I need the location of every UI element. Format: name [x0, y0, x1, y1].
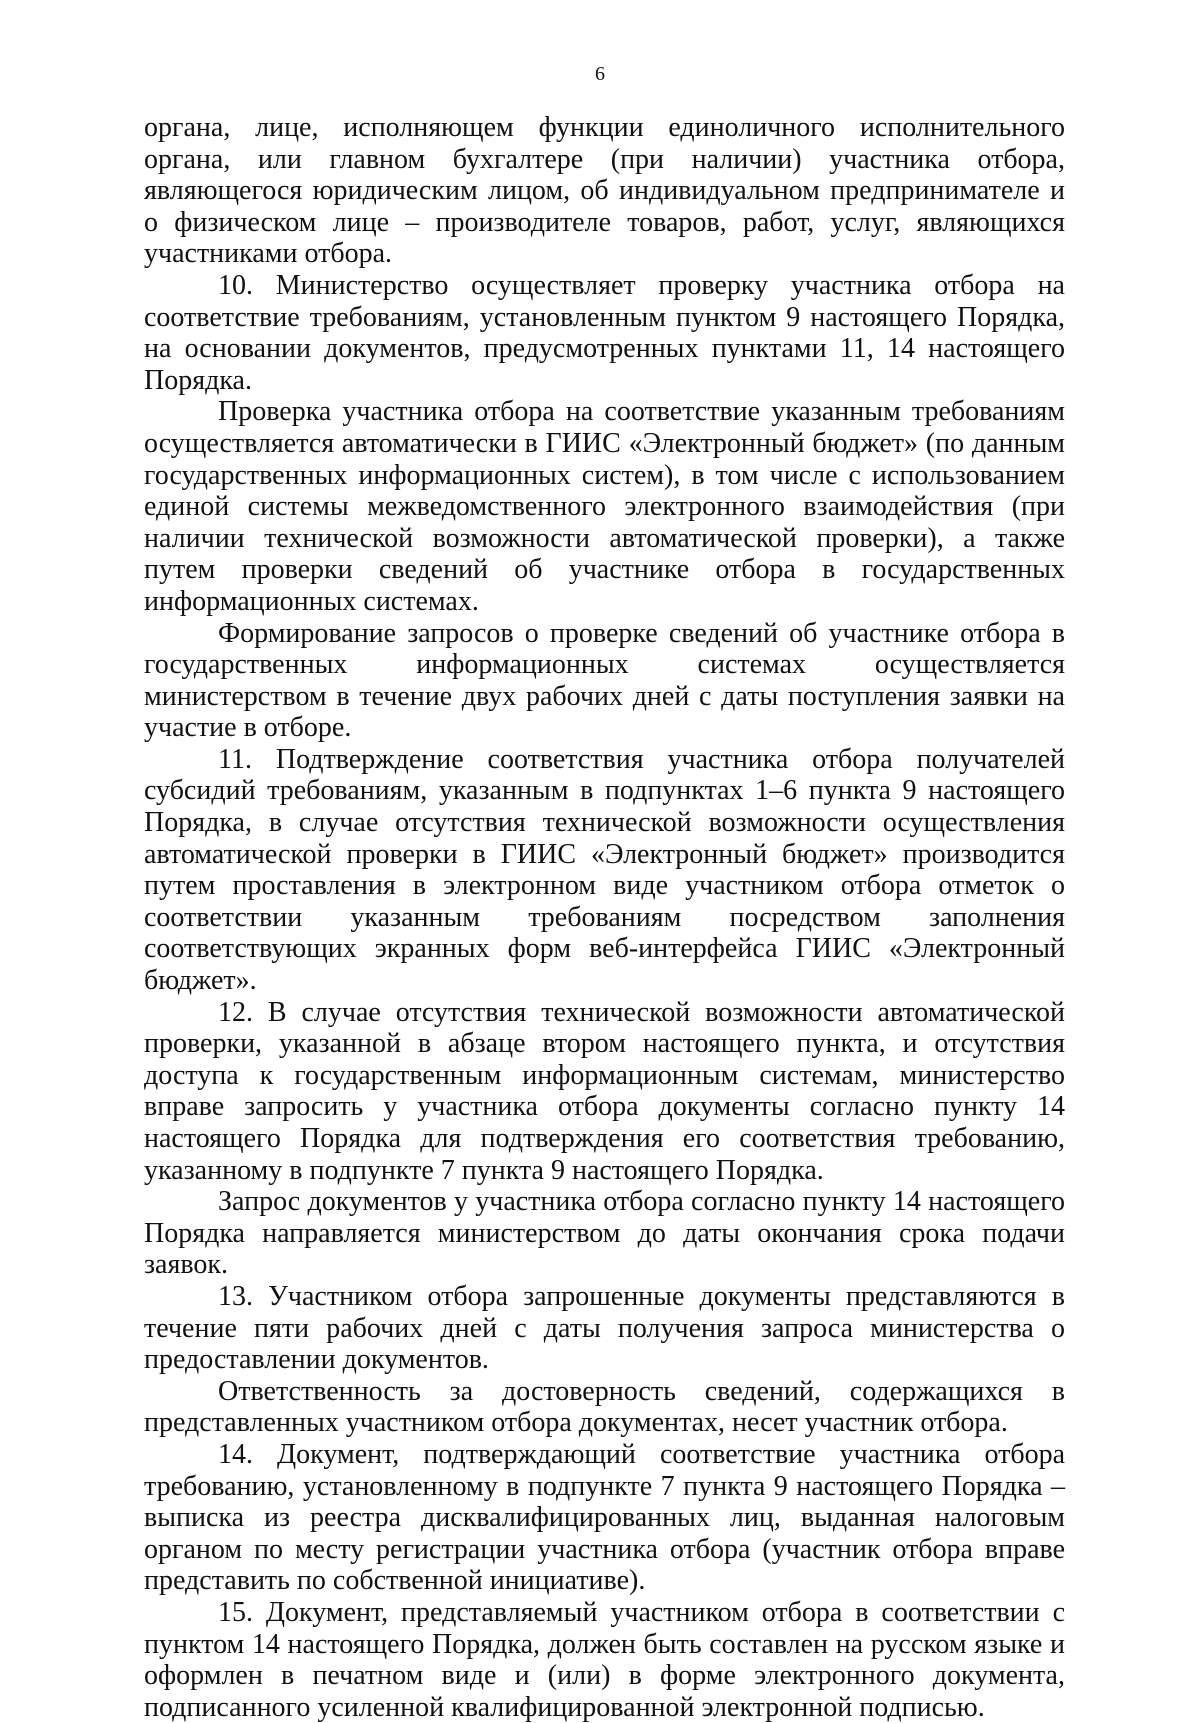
- paragraph: Формирование запросов о проверке сведений об участнике отбора в государственных информационных системах осуществляется министерством в течение двух рабочих дней с даты поступления заявки на участие в отборе.: [144, 617, 1065, 744]
- paragraph: Ответственность за достоверность сведений, содержащихся в представленных участником отбора документах, несет участник отбора.: [144, 1375, 1065, 1439]
- page-number: 6: [595, 63, 605, 85]
- paragraph: органа, лице, исполняющем функции единоличного исполнительного органа, или главном бухгалтере (при наличии) участника отбора, являющегося юридическим лицом, об индивидуальном предпринимателе и о физическом лице – производителе товаров, работ, услуг, являющихся участниками отбора.: [144, 112, 1065, 270]
- paragraph: 11. Подтверждение соответствия участника отбора получателей субсидий требованиям, указанным в подпунктах 1–6 пункта 9 настоящего Порядка, в случае отсутствия технической возможности осуществления автоматической проверки в ГИИС «Электронный бюджет» производится путем проставления в электронном виде участником отбора отметок о соответствии указанным требованиям посредством заполнения соответствующих экранных форм веб-интерфейса ГИИС «Электронный бюджет».: [144, 743, 1065, 997]
- paragraph: Проверка участника отбора на соответствие указанным требованиям осуществляется автоматически в ГИИС «Электронный бюджет» (по данным государственных информационных систем), в том числе с использованием единой системы межведомственного электронного взаимодействия (при наличии технической возможности автоматической проверки), а также путем проверки сведений об участнике отбора в государственных информационных системах.: [144, 396, 1065, 617]
- paragraph: 14. Документ, подтверждающий соответствие участника отбора требованию, установленному в подпункте 7 пункта 9 настоящего Порядка – выписка из реестра дисквалифицированных лиц, выданная налоговым органом по месту регистрации участника отбора (участник отбора вправе представить по собственной инициативе).: [144, 1438, 1065, 1597]
- paragraph: 15. Документ, представляемый участником отбора в соответствии с пунктом 14 настоящего Порядка, должен быть составлен на русском языке и оформлен в печатном виде и (или) в форме электронного документа, подписанного усиленной квалифицированной электронной подписью.: [144, 1596, 1065, 1723]
- paragraph: 12. В случае отсутствия технической возможности автоматической проверки, указанной в абзаце втором настоящего пункта, и отсутствия доступа к государственным информационным системам, министерство вправе запросить у участника отбора документы согласно пункту 14 настоящего Порядка для подтверждения его соответствия требованию, указанному в подпункте 7 пункта 9 настоящего Порядка.: [144, 996, 1065, 1186]
- paragraph: 13. Участником отбора запрошенные документы представляются в течение пяти рабочих дней с даты получения запроса министерства о предоставлении документов.: [144, 1280, 1065, 1376]
- paragraph: 10. Министерство осуществляет проверку участника отбора на соответствие требованиям, установленным пунктом 9 настоящего Порядка, на основании документов, предусмотренных пунктами 11, 14 настоящего Порядка.: [144, 269, 1065, 396]
- paragraph: Запрос документов у участника отбора согласно пункту 14 настоящего Порядка направляется министерством до даты окончания срока подачи заявок.: [144, 1186, 1065, 1281]
- document-body: [144, 112, 1065, 1723]
